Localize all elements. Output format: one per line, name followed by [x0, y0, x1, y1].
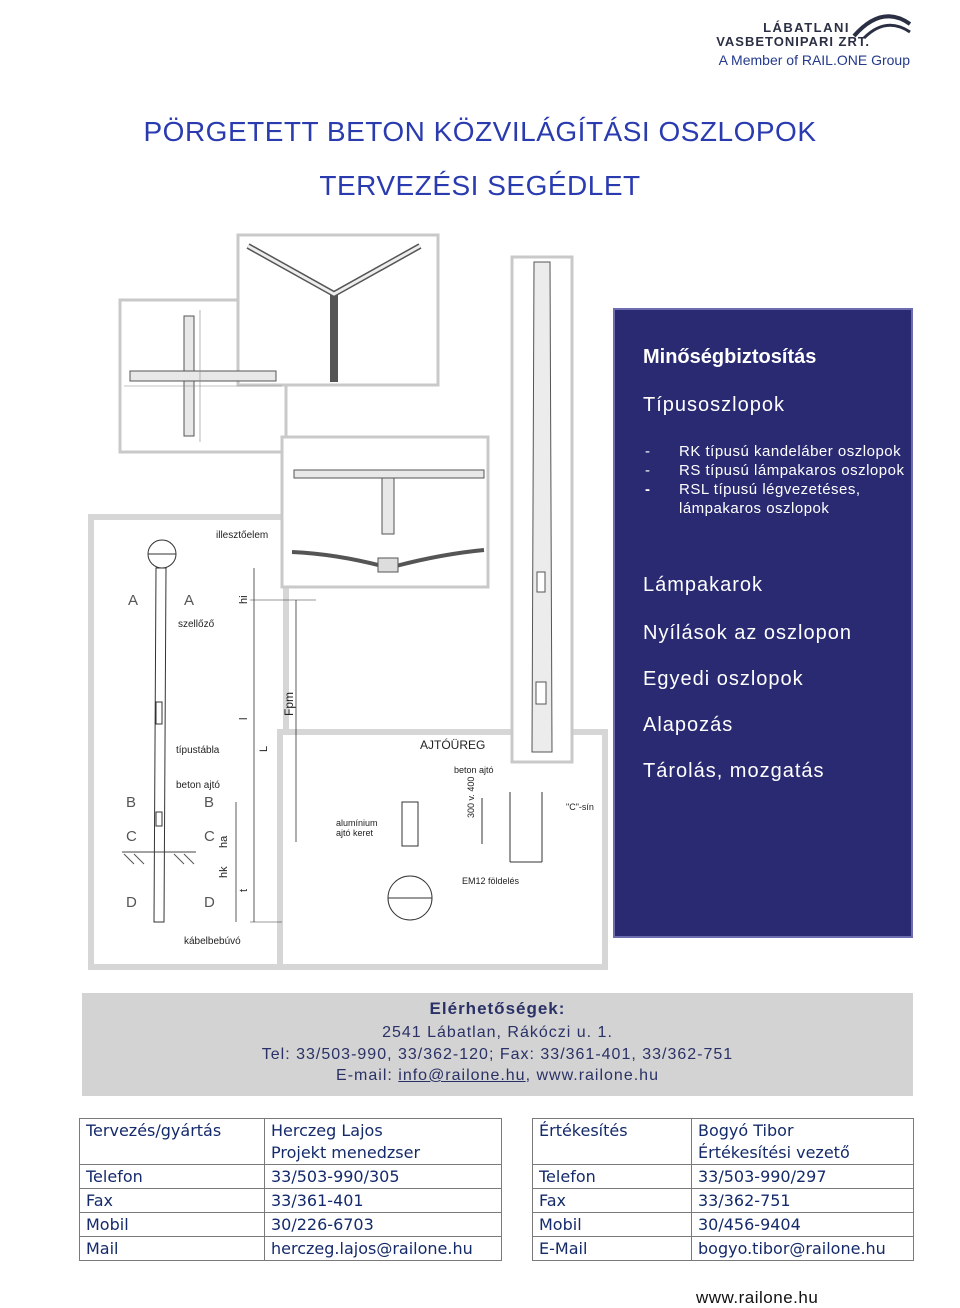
right-label: Telefon: [533, 1165, 692, 1189]
table-gap: [502, 1189, 533, 1213]
left-value: 33/503-990/305: [265, 1165, 502, 1189]
section-a-right: A: [184, 592, 195, 609]
label-em12: EM12 földelés: [462, 876, 520, 886]
table-row: [80, 1141, 914, 1165]
label-c-sin: "C"-sín: [566, 802, 594, 812]
left-mail-link[interactable]: herczeg.lajos@railone.hu: [265, 1237, 502, 1261]
table-row: [80, 1119, 914, 1142]
table-row: [80, 1165, 914, 1189]
right-mail-link[interactable]: bogyo.tibor@railone.hu: [692, 1237, 914, 1261]
label-szellozo: szellőző: [178, 619, 215, 630]
topic-lampakarok: Lámpakarok: [643, 574, 764, 596]
logo-line-1: LÁBATLANI: [763, 20, 850, 35]
left-name: Herczeg Lajos: [265, 1119, 502, 1142]
technical-drawing: [86, 232, 616, 972]
left-role: Tervezés/gyártás: [80, 1119, 265, 1142]
topic-tipusoszlopok: Típusoszlopok: [643, 394, 785, 416]
pole-drawing-figure: [86, 232, 616, 972]
label-dim-300: 300 v. 400: [466, 776, 476, 818]
quality-heading: Minőségbiztosítás: [643, 346, 817, 368]
label-ha: ha: [218, 835, 230, 848]
section-b-right: B: [204, 794, 215, 811]
section-c-right: C: [204, 828, 215, 845]
section-d-left: D: [126, 894, 137, 911]
right-value: 30/456-9404: [692, 1213, 914, 1237]
right-label: Mobil: [533, 1213, 692, 1237]
right-role-blank: [533, 1141, 692, 1165]
logo-line-2: VASBETONIPARI ZRT.: [716, 34, 870, 49]
page-subtitle: TERVEZÉSI SEGÉDLET: [319, 170, 641, 201]
right-label: Fax: [533, 1189, 692, 1213]
right-name: Bogyó Tibor: [692, 1119, 914, 1142]
table-row: [80, 1189, 914, 1213]
pole-type-rs: - RS típusú lámpakaros oszlopok: [643, 461, 911, 480]
contact-phone: Tel: 33/503-990, 33/362-120; Fax: 33/361-401, 33/362-751: [261, 1046, 734, 1063]
label-fpm: Fpm: [282, 692, 296, 716]
contact-separator: ,: [525, 1067, 537, 1084]
label-beton-ajto: beton ajtó: [176, 780, 220, 791]
left-label: Mobil: [80, 1213, 265, 1237]
right-title: Értékesítési vezető: [692, 1141, 914, 1165]
topics-panel: [613, 308, 913, 938]
left-title: Projekt menedzser: [265, 1141, 502, 1165]
left-value: 30/226-6703: [265, 1213, 502, 1237]
right-value: 33/503-990/297: [692, 1165, 914, 1189]
left-label: Mail: [80, 1237, 265, 1261]
table-gap: [502, 1165, 533, 1189]
topic-egyedi: Egyedi oszlopok: [643, 668, 804, 690]
left-role-blank: [80, 1141, 265, 1165]
label-t: t: [238, 888, 250, 892]
label-ajto-keret: ajtó keret: [336, 828, 374, 838]
email-label: E-mail:: [336, 1067, 399, 1084]
section-b-left: B: [126, 794, 137, 811]
label-aluminium: alumínium: [336, 818, 378, 828]
footer-url[interactable]: www.railone.hu: [696, 1288, 819, 1307]
pole-type-rsl: - RSL típusú légvezetéses, lámpakaros oszlopok: [643, 480, 911, 518]
topic-tarolas: Tárolás, mozgatás: [643, 760, 825, 782]
table-gap: [502, 1237, 533, 1261]
topic-nyilasok: Nyílások az oszlopon: [643, 622, 852, 644]
table-gap: [502, 1119, 533, 1142]
section-a-left: A: [128, 592, 139, 609]
email-link[interactable]: info@railone.hu: [398, 1067, 526, 1084]
table-row: [80, 1237, 914, 1261]
label-L: L: [258, 745, 270, 752]
label-kabelbebuvo: kábelbebúvó: [184, 936, 241, 947]
contacts-table: [79, 1118, 914, 1261]
section-c-left: C: [126, 828, 137, 845]
right-role: Értékesítés: [533, 1119, 692, 1142]
table-gap: [502, 1141, 533, 1165]
label-illesztoelem: illesztőelem: [216, 530, 269, 541]
pole-type-rk: - RK típusú kandeláber oszlopok: [643, 442, 911, 461]
table-row: [80, 1213, 914, 1237]
left-label: Telefon: [80, 1165, 265, 1189]
company-logo: [668, 8, 918, 70]
right-label: E-Mail: [533, 1237, 692, 1261]
label-tipustabla: típustábla: [176, 745, 220, 756]
left-label: Fax: [80, 1189, 265, 1213]
left-value: 33/361-401: [265, 1189, 502, 1213]
contact-email-line: [82, 1067, 913, 1085]
pole-types-list: [643, 442, 911, 518]
label-hi: hi: [238, 595, 250, 604]
label-beton-ajto-detail: beton ajtó: [454, 765, 494, 775]
contact-heading: Elérhetőségek:: [429, 999, 566, 1018]
label-hk: hk: [218, 866, 230, 878]
logo-tagline: A Member of RAIL.ONE Group: [718, 52, 910, 68]
label-ajtoureg: AJTÓÜREG: [420, 738, 486, 752]
page-title: PÖRGETETT BETON KÖZVILÁGÍTÁSI OSZLOPOK: [143, 116, 817, 147]
web-link[interactable]: www.railone.hu: [536, 1067, 659, 1084]
topic-alapozas: Alapozás: [643, 714, 734, 736]
table-gap: [502, 1213, 533, 1237]
section-d-right: D: [204, 894, 215, 911]
contact-address: 2541 Lábatlan, Rákóczi u. 1.: [382, 1024, 613, 1041]
label-l: l: [238, 717, 250, 720]
right-value: 33/362-751: [692, 1189, 914, 1213]
contact-box: [82, 993, 913, 1096]
